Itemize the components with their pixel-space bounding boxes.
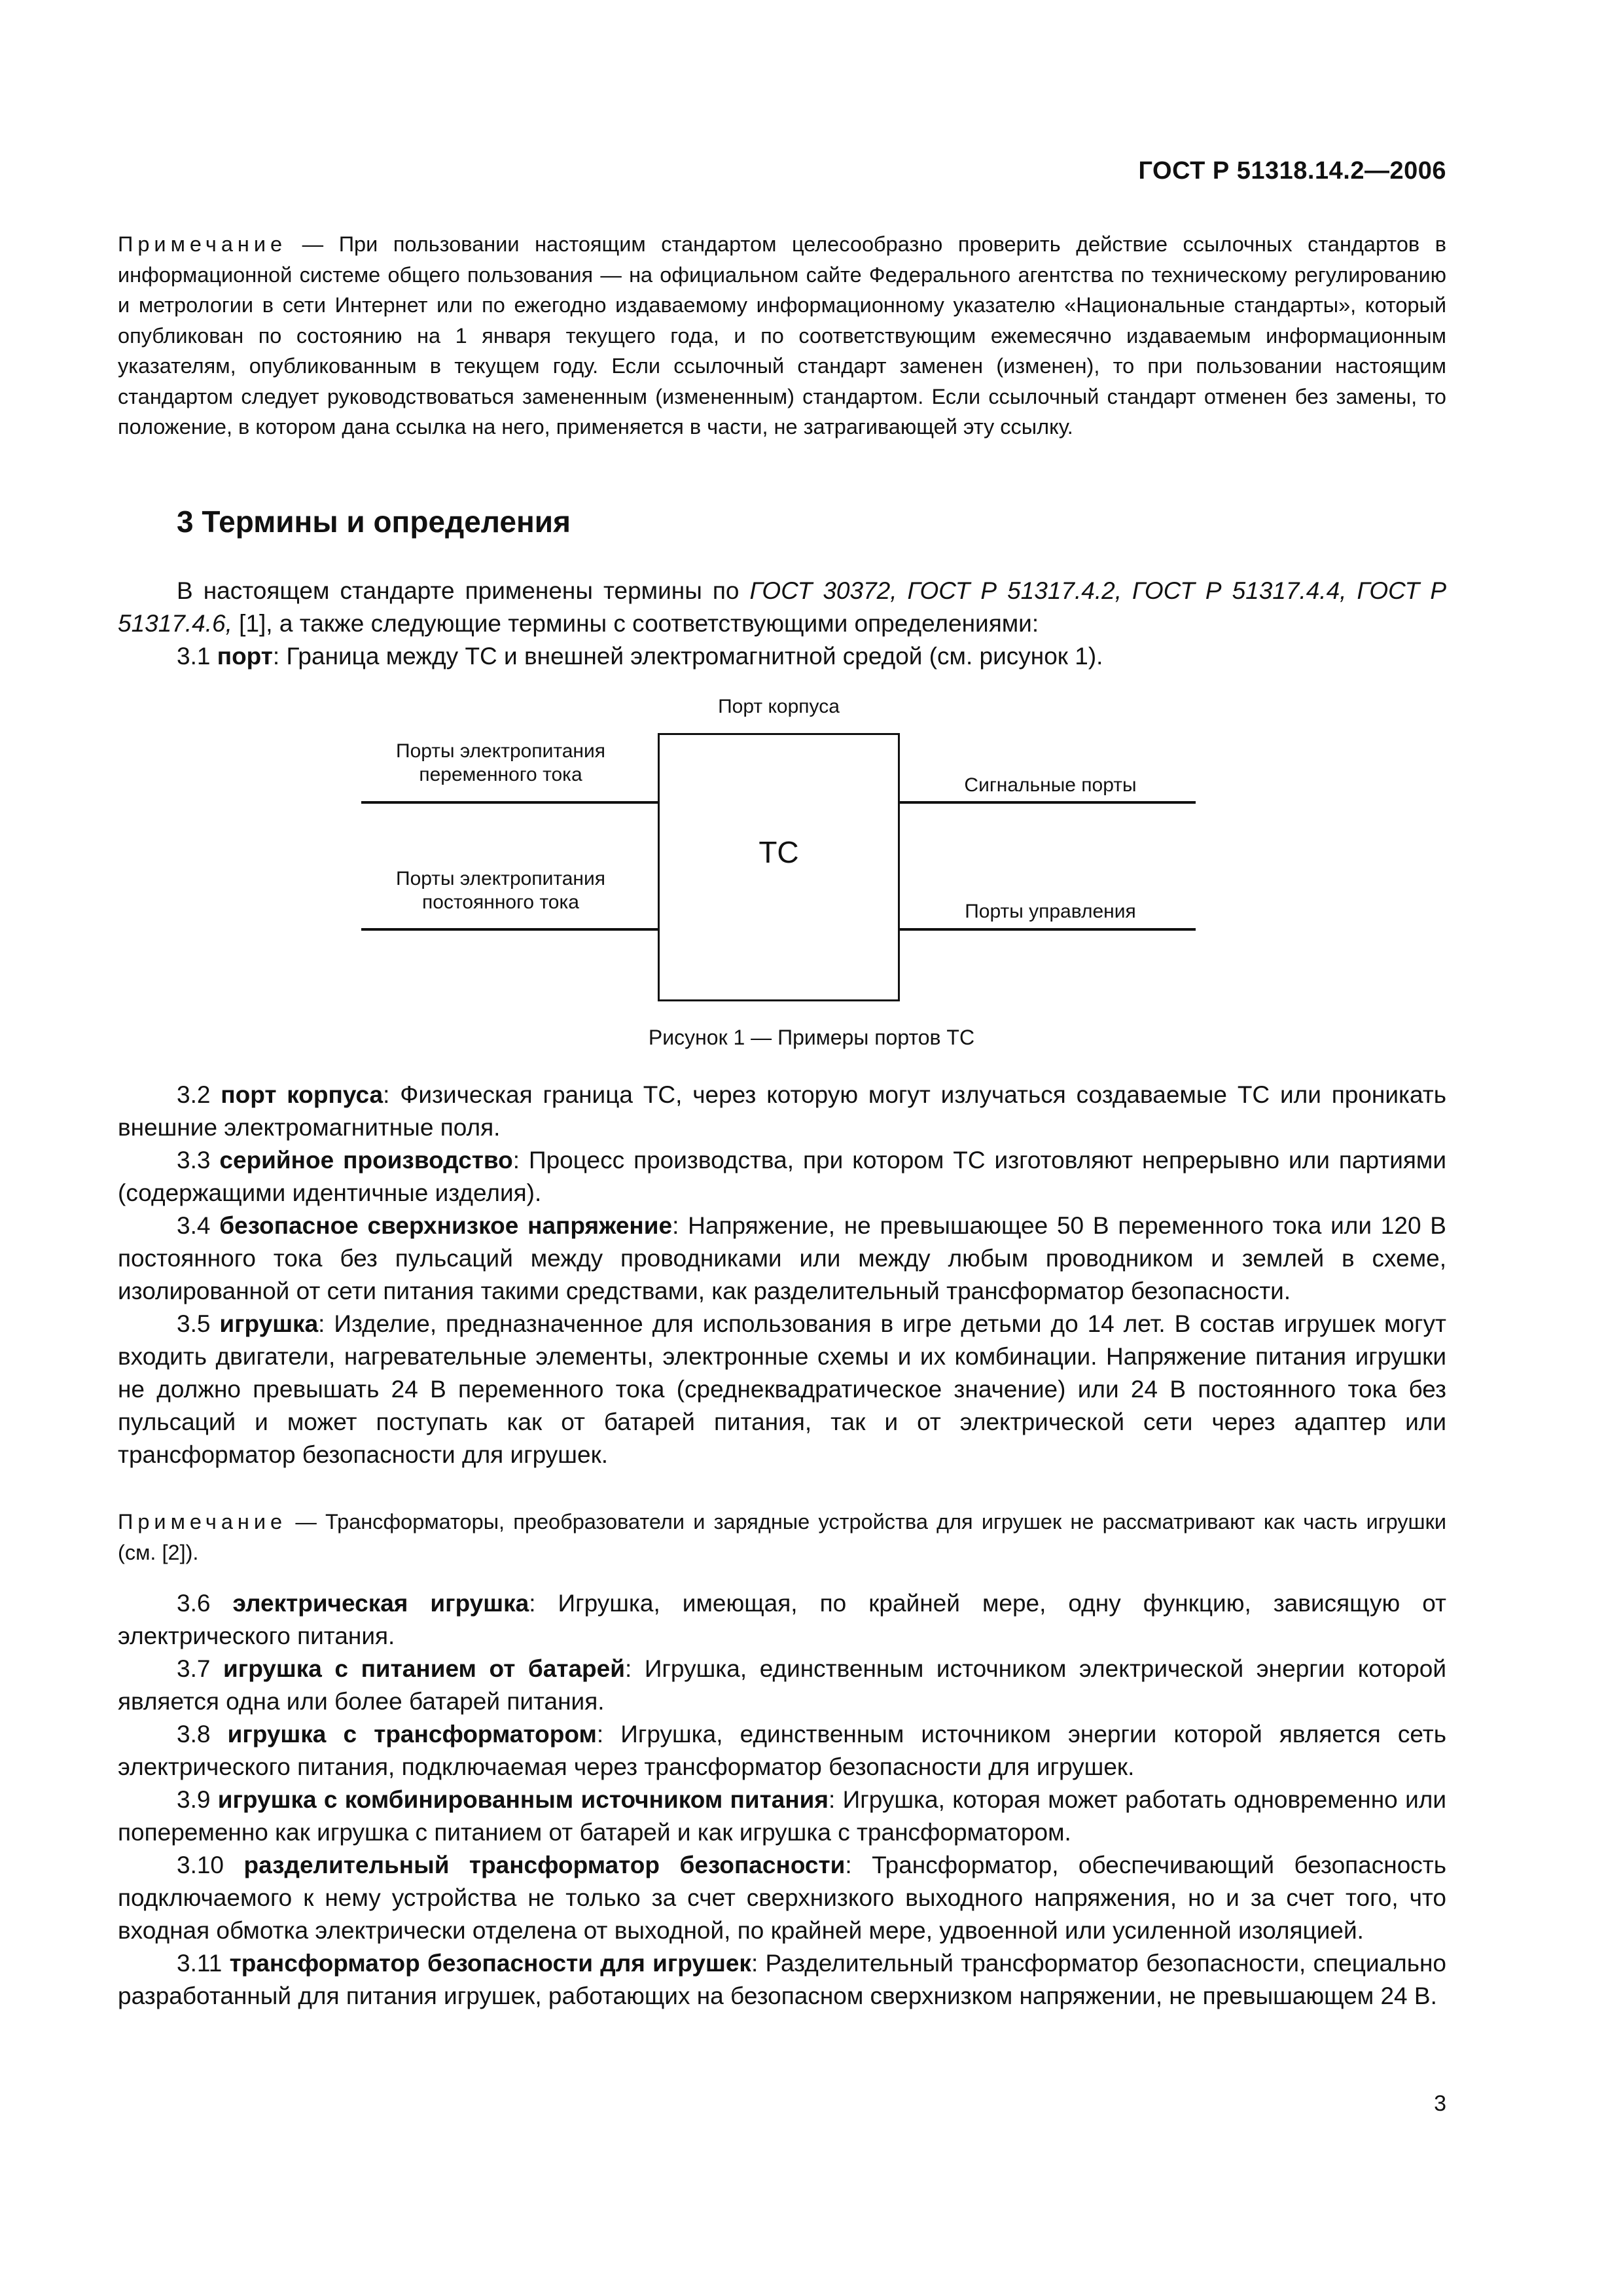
definitions-block-a [118,1079,1446,1471]
note-references [118,229,1446,442]
definition-text: : Процесс производства, при котором ТС изготовляют непрерывно или партиями (содержащими идентичные изделия). [118,1147,1447,1206]
intro-paragraph [118,575,1446,640]
figure-label-equipment: ТС [758,835,799,869]
definition-term: разделительный трансформатор безопасности [243,1852,846,1878]
definitions-block-b [118,1587,1446,2013]
definition-3-9 [118,1784,1446,1849]
figure-label-enclosure-port: Порт корпуса [718,696,840,717]
figure-line-signal [900,801,1196,804]
figure-line-ac-power [361,801,658,804]
definition-3-3 [118,1144,1446,1210]
figure-label-ac-power-ports: Порты электропитания переменного тока [396,740,605,785]
definition-term: порт [217,643,273,670]
definition-text: : Игрушка, единственным источником электрической энергии которой является одна или более батарей питания. [118,1655,1446,1715]
figure-line-control [900,928,1196,931]
definition-text: : Физическая граница ТС, через которую могут излучаться создаваемые ТС или проникать внешние электромагнитные поля. [118,1081,1447,1141]
definition-term: игрушка с комбинированным источником питания [217,1786,829,1813]
definition-3-10 [118,1849,1446,1947]
definition-number: 3.6 [177,1590,233,1617]
definition-text: : Напряжение, не превышающее 50 В переменного тока или 120 В постоянного тока без пульсаций между проводниками или между любым проводником и землей в схеме, изолированной от сети питания такими средствами, как разделительный трансформатор безопасности. [118,1212,1446,1304]
definition-3-6 [118,1587,1446,1653]
note-toys [118,1507,1446,1568]
definition-term: игрушка с питанием от батарей [223,1655,625,1682]
note-label: Примечание [118,232,287,256]
page-number: 3 [1434,2091,1446,2116]
definition-text: : Игрушка, имеющая, по крайней мере, одну функцию, зависящую от электрического питания. [118,1590,1447,1649]
definition-term: трансформатор безопасности для игрушек [229,1950,751,1977]
figure-label-dc-power-ports: Порты электропитания постоянного тока [396,868,605,913]
definition-3-5 [118,1308,1446,1471]
section-title: 3 Термины и определения [177,505,571,539]
figure-label-control-ports: Порты управления [965,901,1136,922]
definition-number: 3.8 [177,1721,228,1748]
definition-3-2 [118,1079,1446,1144]
definition-3-8 [118,1718,1446,1784]
definition-3-11 [118,1947,1446,2013]
definition-term: серийное производство [219,1147,513,1174]
definition-3-4 [118,1210,1446,1308]
definition-number: 3.1 [177,643,217,670]
intro-refs: ГОСТ 30372, ГОСТ Р 51317.4.2, ГОСТ Р 51317.4.4, ГОСТ Р 51317.4.6, [118,577,1446,637]
document-header: ГОСТ Р 51318.14.2—2006 [1138,157,1446,185]
definition-number: 3.9 [177,1786,218,1813]
definition-3-7 [118,1653,1446,1718]
definition-number: 3.11 [177,1950,230,1977]
definition-text: : Игрушка, единственным источником энергии которой является сеть электрического питания, подключаемая через трансформатор безопасности для игрушек. [118,1721,1446,1780]
definition-text: : Трансформатор, обеспечивающий безопасность подключаемого к нему устройства не только за счет сверхнизкого выходного напряжения, но и за счет того, что входная обмотка электрически отделена от выходной, по крайней мере, удвоенной или усиленной изоляцией. [118,1852,1446,1944]
figure-label-signal-ports: Сигнальные порты [964,774,1137,796]
intro-lead: В настоящем стандарте применены термины по [177,577,750,604]
definition-text: : Граница между ТС и внешней электромагнитной средой (см. рисунок 1). [272,643,1103,670]
note-text: — При пользовании настоящим стандартом целесообразно проверить действие ссылочных стандартов в информационной системе общего пользования — на официальном сайте Федерального агентства по техническому регулированию и метрологии в сети Интернет или по ежегодно издаваемому информационному указателю «Национальные стандарты», который опубликован по состоянию на 1 января текущего года, и по соответствующим ежемесячно издаваемым информационным указателям, опубликованным в текущем году. Если ссылочный стандарт заменен (изменен), то при пользовании настоящим стандартом следует руководствоваться замененным (измененным) стандартом. Если ссылочный стандарт отменен без замены, то положение, в котором дана ссылка на него, применяется в части, не затрагивающей эту ссылку. [118,232,1446,439]
definition-number: 3.5 [177,1310,220,1337]
note-text: — Трансформаторы, преобразователи и зарядные устройства для игрушек не рассматривают как часть игрушки (см. [2]). [118,1510,1446,1564]
figure-line-dc-power [361,928,658,931]
note-label: Примечание [118,1510,287,1534]
definition-number: 3.2 [177,1081,221,1108]
definition-number: 3.4 [177,1212,220,1239]
definition-term: безопасное сверхнизкое напряжение [219,1212,673,1239]
definition-term: игрушка с трансформатором [227,1721,597,1748]
intro-tail: [1], а также следующие термины с соответствующими определениями: [232,610,1039,637]
definition-number: 3.10 [177,1852,244,1878]
definition-text: : Разделительный трансформатор безопасности, специально разработанный для питания игрушек, работающих на безопасном сверхнизком напряжении, не превышающем 24 В. [118,1950,1447,2009]
definition-3-1 [118,640,1446,673]
intro-block [118,575,1446,673]
definition-number: 3.3 [177,1147,220,1174]
definition-term: электрическая игрушка [232,1590,529,1617]
figure-caption: Рисунок 1 — Примеры портов ТС [648,1026,975,1049]
definition-number: 3.7 [177,1655,224,1682]
definition-text: : Игрушка, которая может работать одновременно или попеременно как игрушка с питанием от батарей и как игрушка с трансформатором. [118,1786,1446,1846]
definition-term: игрушка [219,1310,319,1337]
definition-text: : Изделие, предназначенное для использования в игре детьми до 14 лет. В состав игрушек могут входить двигатели, нагревательные элементы, электронные схемы и их комбинации. Напряжение питания игрушки не должно превышать 24 В переменного тока (среднеквадратическое значение) или 24 В постоянного тока без пульсаций и может поступать как от батарей питания, так и от электрической сети через адаптер или трансформатор безопасности для игрушек. [118,1310,1447,1468]
figure-ports-diagram [353,687,1204,1014]
definition-term: порт корпуса [221,1081,383,1108]
